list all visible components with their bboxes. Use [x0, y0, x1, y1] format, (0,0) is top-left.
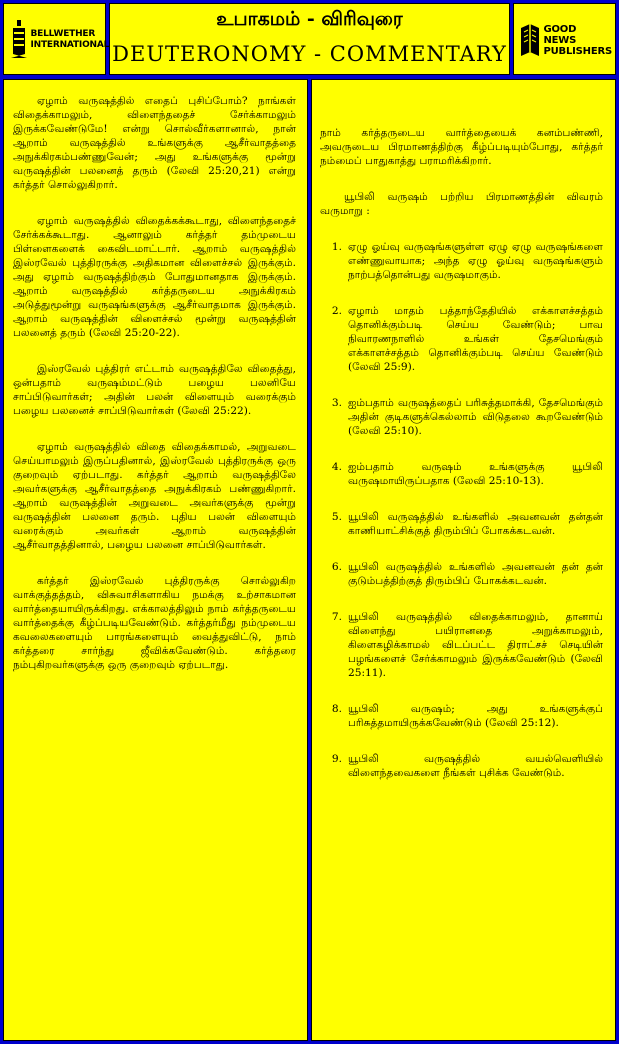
- lead-paragraph: யூபிலி வருஷம் பற்றிய பிரமாணத்தின் விவரம் வருமாறு :: [320, 191, 603, 217]
- title-tamil: உபாகமம் - விரிவுரை: [216, 8, 403, 30]
- list-number: 3.: [331, 397, 342, 409]
- paragraph: ஏழாம் வருஷத்தில் எதைப் புசிப்போம்? நாங்கள் விதைக்காமலும், விளைந்ததைச் சேர்க்காமலும் இருக்கவேண்டுமே! என்று சொல்வீர்களானால், நான் ஆறாம் வருஷத்தில் உங்களுக்கு ஆசீர்வாதத்தை அநுக்கிரகம்பண்ணுவேன்; அது உங்களுக்கு மூன்று வருஷத்தின் பலனைத் தரும் (லேவி 25:20,21) என்று கர்த்தர் சொல்லுகிறார்.: [13, 95, 296, 191]
- paragraph: இஸ்ரவேல் புத்திரர் எட்டாம் வருஷத்திலே விதைத்து, ஒன்பதாம் வருஷம்மட்டும் பழைய பலனியே சாப்பிடுவார்கள்; அதின் பலன் விளையும் வரைக்கும் பழைய பலனைச் சாப்பிடுவார்கள் (லேவி 25:22).: [13, 363, 296, 417]
- intro-paragraph: நாம் கர்த்தருடைய வார்த்தையைக் கனம்பண்ணி, அவருடைய பிரமாணத்திற்கு கீழ்ப்படியும்போது, கர்த்தர் நம்மைப் பாதுகாத்து பராமரிக்கிறார்.: [320, 127, 603, 167]
- list-item: [320, 560, 603, 588]
- list-text: யூபிலி வருஷத்தில் உங்களில் அவனவன் தன் தன் குடும்பத்திற்குத் திரும்பிப் போகக்கடவன்.: [348, 561, 603, 587]
- paragraph: ஏழாம் வருஷத்தில் விதை விதைக்காமல், அறுவடை செய்யாமலும் இருப்பதினால், இஸ்ரவேல் புத்திரருக்கு ஒரு குறைவும் ஏற்படாது. கர்த்தர் ஆறாம் வருஷத்திலே அவர்களுக்கு ஆசீர்வாதத்தை அநுக்கிரகம் பண்ணுகிறார். ஆறாம் வருஷத்தின் அறுவடை அவர்களுக்கு மூன்று வருஷத்தின் பலனை தரும். புதிய பலன் விளையும் வரைக்கும் அவர்கள் ஆறாம் வருஷத்தின் ஆசீர்வாதத்தினால், பழைய பலனை சாப்பிடுவார்கள்.: [13, 441, 296, 551]
- list-text: யூபிலி வருஷத்தில் விதைக்காமலும், தானாய் விளைந்து பயிரானதை அறுக்காமலும், கிளைகழிக்காமல் விடப்பட்ட திராட்சச் செடியின் பழங்களைச் சேர்க்காமலும் இருக்கவேண்டும் (லேவி 25:11).: [348, 611, 603, 679]
- left-column-text: [13, 94, 296, 694]
- left-logo-text: BELLWETHER INTERNATIONAL: [30, 29, 110, 50]
- right-logo-text: GOOD NEWS PUBLISHERS: [543, 23, 612, 57]
- list-number: 8.: [331, 703, 342, 715]
- title-english: DEUTERONOMY - COMMENTARY: [112, 42, 507, 66]
- list-number: 9.: [331, 753, 342, 765]
- list-item: [320, 610, 603, 680]
- list-item: [320, 396, 603, 438]
- list-text: யூபிலி வருஷத்தில் உங்களில் அவனவன் தன்தன் காணியாட்சிக்குத் திரும்பிப் போகக்கடவன்.: [348, 511, 603, 537]
- list-item: [320, 510, 603, 538]
- list-text: ஐம்பதாம் வருஷம் உங்களுக்கு யூபிலி வருஷமாயிருப்பதாக (லேவி 25:10-13).: [348, 461, 603, 487]
- list-text: ஏழாம் மாதம் பத்தாந்தேதியில் எக்காளச்சத்தம் தொனிக்கும்படி செய்ய வேண்டும்; பாவ நிவாரணநாளில் உங்கள் தேசமெங்கும் எக்காளச்சத்தம் தொனிக்கும்படி செய்ய வேண்டும் (லேவி 25:9).: [348, 305, 603, 373]
- list-number: 7.: [331, 611, 342, 623]
- header-left-box: [3, 3, 110, 75]
- list-item: [320, 702, 603, 730]
- list-number: 6.: [331, 561, 342, 573]
- bell-icon: [10, 18, 28, 62]
- bellwether-logo: [8, 12, 110, 68]
- list-text: யூபிலி வருஷம்; அது உங்களுக்குப் பரிசுத்தமாயிருக்கவேண்டும் (லேவி 25:12).: [348, 703, 603, 729]
- book-icon: [519, 22, 541, 58]
- list-text: ஐம்பதாம் வருஷத்தைப் பரிசுத்தமாக்கி, தேசமெங்கும் அதின் குடிகளுக்கெல்லாம் விடுதலை கூறவேண்டும் (லேவி 25:10).: [348, 397, 603, 437]
- list-text: ஏழு ஓய்வு வருஷங்களுள்ள ஏழு ஏழு வருஷங்களை எண்ணுவாயாக; அந்த ஏழு ஓய்வு வருஷங்களும் நாற்பத்தொன்பது வருஷமாகும்.: [348, 241, 603, 281]
- good-news-logo: [518, 12, 612, 68]
- paragraph: ஏழாம் வருஷத்தில் விதைக்கக்கூடாது, விளைந்ததைச் சேர்க்கக்கூடாது. ஆனாலும் கர்த்தர் தம்முடைய பிள்ளைகளைக் கைவிடமாட்டார். ஆறாம் வருஷத்தில் இஸ்ரவேல் புத்திரருக்கு அதிகமான விளைச்சல் இருக்கும். அது ஏழாம் வருஷத்திற்கும் போதுமானதாக இருக்கும். ஆறாம் வருஷத்தில் கர்த்தருடைய அநுக்கிரகம் அடுத்துமூன்று வருஷங்களுக்கு ஆசீர்வாதமாக இருக்கும். ஆறாம் வருஷத்தின் விளைச்சல் மூன்று வருஷத்தின் பலனைத் தரும் (லேவி 25:20-22).: [13, 215, 296, 339]
- list-number: 1.: [331, 241, 342, 253]
- header-right-box: [513, 3, 616, 75]
- list-number: 2.: [331, 305, 342, 317]
- list-item: [320, 304, 603, 374]
- paragraph: கர்த்தர் இஸ்ரவேல் புத்திரருக்கு சொல்லுகிற வாக்குத்தத்தம், விசுவாசிகளாகிய நமக்கு உற்சாகமான வார்த்தையாயிருக்கிறது. எக்காலத்திலும் நாம் கர்த்தருடைய வார்த்தைக்கு கீழ்ப்படியவேண்டும். கர்த்தர்மீது நம்முடைய கவலைகளையும் பாரங்களையும் வைத்துவிட்டு, நாம் கர்த்தரை சார்ந்து ஜீவிக்கவேண்டும். கர்த்தரை நம்புகிறவர்களுக்கு ஒரு குறைவும் ஏற்படாது.: [13, 575, 296, 671]
- right-column-text: [320, 126, 603, 802]
- list-number: 5.: [331, 511, 342, 523]
- list-item: [320, 240, 603, 282]
- list-number: 4.: [331, 461, 342, 473]
- list-text: யூபிலி வருஷத்தில் வயல்வெளியில் விளைந்தவைகளை நீங்கள் புசிக்க வேண்டும்.: [348, 753, 603, 779]
- list-item: [320, 752, 603, 780]
- header-title-box: [109, 3, 510, 75]
- list-item: [320, 460, 603, 488]
